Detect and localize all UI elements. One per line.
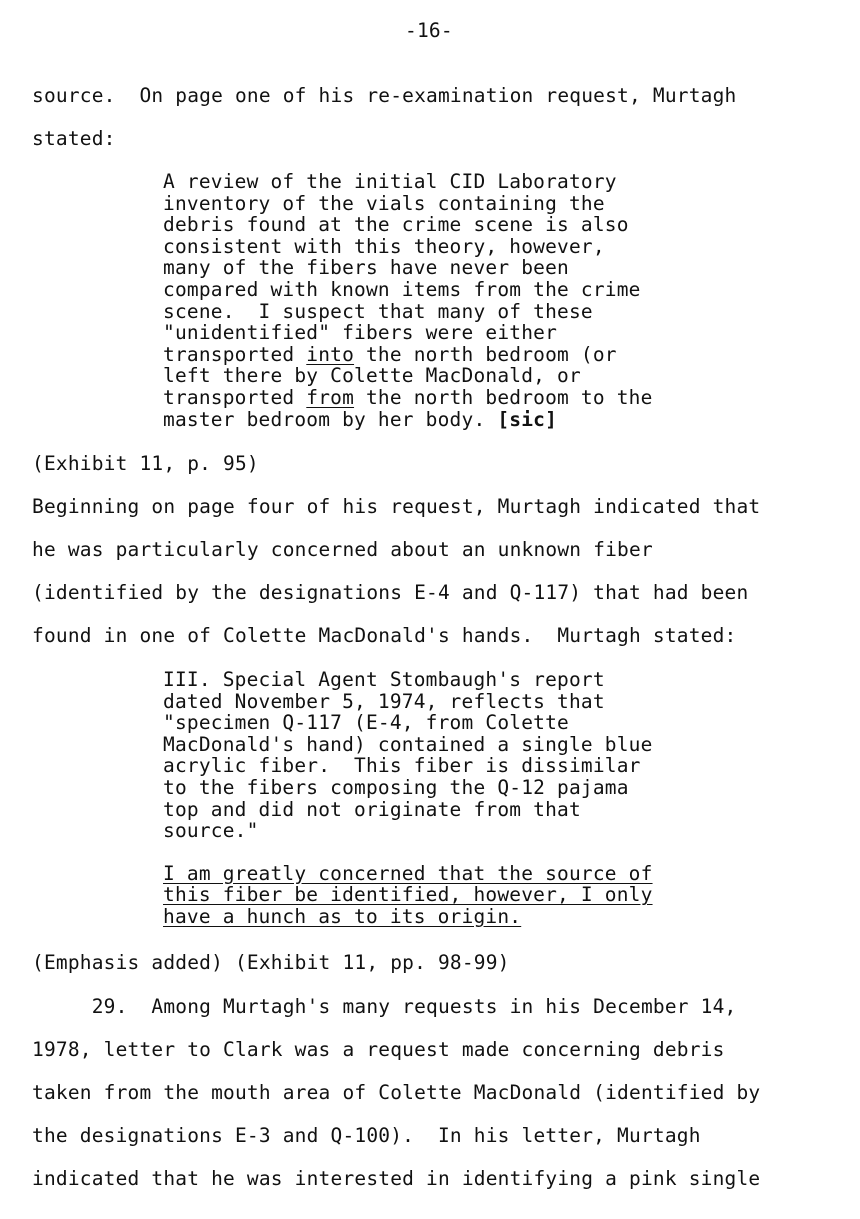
body-line: the designations E-3 and Q-100). In his letter, Murtagh xyxy=(32,1124,701,1147)
text-run: the north bedroom to the xyxy=(354,385,653,409)
quote-line: top and did not originate from that xyxy=(163,797,581,821)
quote-line: consistent with this theory, however, xyxy=(163,234,605,258)
body-line: 1978, letter to Clark was a request made concerning debris xyxy=(32,1038,725,1061)
emphasized-line: have a hunch as to its origin. xyxy=(163,904,522,928)
citation: (Emphasis added) (Exhibit 11, pp. 98-99) xyxy=(32,951,510,974)
quote-line: "unidentified" fibers were either xyxy=(163,321,558,345)
quote-line: many of the fibers have never been xyxy=(163,256,569,280)
sic-marker: [sic] xyxy=(497,407,558,431)
body-line: 29. Among Murtagh's many requests in his December 14, xyxy=(32,995,737,1018)
quote-line xyxy=(163,409,653,431)
citation: (Exhibit 11, p. 95) xyxy=(32,452,259,475)
body-line: he was particularly concerned about an unknown fiber xyxy=(32,538,653,561)
quote-line: compared with known items from the crime xyxy=(163,277,641,301)
underlined-word: from xyxy=(306,385,355,409)
quote-line xyxy=(163,344,653,366)
text-run: the north bedroom (or xyxy=(354,342,617,366)
quote-line: A review of the initial CID Laboratory xyxy=(163,170,617,193)
body-line: (identified by the designations E-4 and Q-117) that had been xyxy=(32,581,749,604)
quote-line: scene. I suspect that many of these xyxy=(163,299,593,323)
body-line: stated: xyxy=(32,127,116,150)
emphasized-line: this fiber be identified, however, I only xyxy=(163,883,653,907)
quote-line: MacDonald's hand) contained a single blue xyxy=(163,732,653,756)
quote-line: acrylic fiber. This fiber is dissimilar xyxy=(163,754,641,778)
block-quote-1 xyxy=(163,171,653,430)
text-run: transported xyxy=(163,342,307,366)
quote-line: left there by Colette MacDonald, or xyxy=(163,364,581,388)
quote-line: inventory of the vials containing the xyxy=(163,191,605,215)
quote-line: dated November 5, 1974, reflects that xyxy=(163,689,605,713)
underlined-word: into xyxy=(306,342,355,366)
quote-line: "specimen Q-117 (E-4, from Colette xyxy=(163,711,569,735)
body-line: indicated that he was interested in identifying a pink single xyxy=(32,1167,761,1190)
body-line: taken from the mouth area of Colette MacDonald (identified by xyxy=(32,1081,761,1104)
text-run: transported xyxy=(163,385,307,409)
quote-line xyxy=(163,387,653,409)
page-number: -16- xyxy=(405,19,453,42)
quote-line: to the fibers composing the Q-12 pajama xyxy=(163,775,629,799)
block-quote-2 xyxy=(163,669,653,928)
quote-line: source." xyxy=(163,819,259,843)
text-run: master bedroom by her body. xyxy=(163,407,498,431)
body-line: source. On page one of his re-examination request, Murtagh xyxy=(32,84,737,107)
quote-spacer xyxy=(163,842,653,863)
quote-line: III. Special Agent Stombaugh's report xyxy=(163,668,605,691)
body-line: found in one of Colette MacDonald's hands. Murtagh stated: xyxy=(32,624,737,647)
emphasized-line: I am greatly concerned that the source of xyxy=(163,861,653,885)
body-line: Beginning on page four of his request, Murtagh indicated that xyxy=(32,495,761,518)
quote-line: debris found at the crime scene is also xyxy=(163,213,629,237)
